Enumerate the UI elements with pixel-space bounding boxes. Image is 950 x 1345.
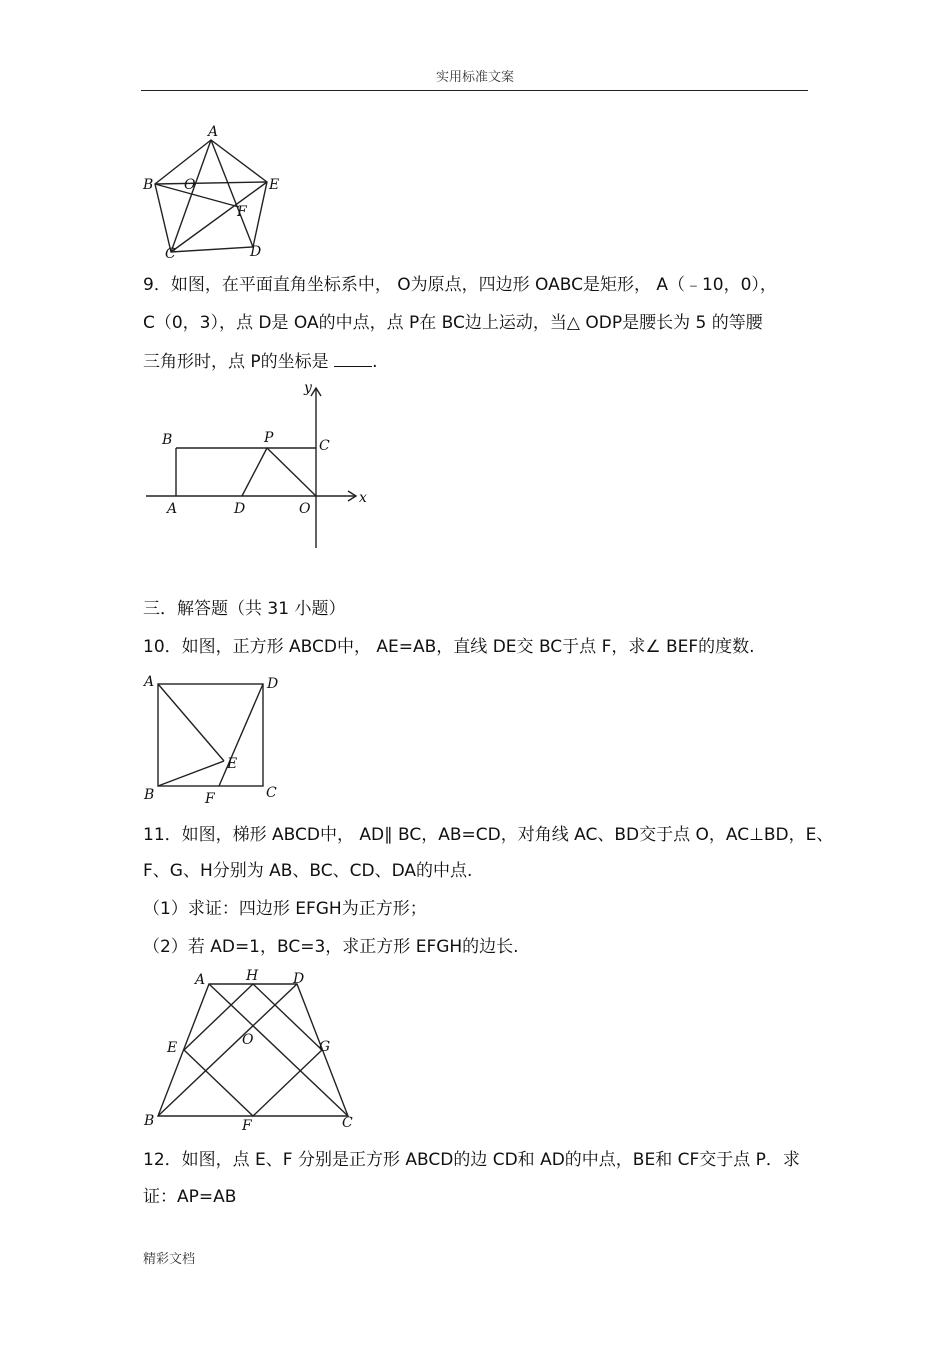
label-H: H bbox=[246, 968, 259, 984]
square-EFGH bbox=[184, 984, 322, 1116]
label-D: D bbox=[267, 676, 279, 692]
label-y: y bbox=[304, 380, 312, 396]
label-B: B bbox=[144, 787, 155, 803]
q9-line1: 9．如图，在平面直角坐标系中， O为原点，四边形 OABC是矩形， A（﹣10，0）， bbox=[143, 275, 777, 295]
label-D: D bbox=[234, 501, 246, 517]
label-A: A bbox=[195, 972, 206, 988]
label-F: F bbox=[205, 791, 215, 807]
label-A: A bbox=[208, 124, 219, 140]
label-C: C bbox=[266, 785, 277, 801]
label-F: F bbox=[237, 204, 247, 220]
q11-line4: （2）若 AD=1，BC=3，求正方形 EFGH的边长. bbox=[143, 937, 519, 957]
label-E: E bbox=[227, 756, 238, 772]
segment-BE bbox=[155, 182, 267, 184]
q11-line2: F、G、H分别为 AB、BC、CD、DA的中点. bbox=[143, 861, 473, 881]
page-footer: 精彩文档 bbox=[143, 1252, 196, 1267]
pentagon-outline bbox=[155, 140, 267, 252]
section3-title: 三．解答题（共 31 小题） bbox=[143, 599, 346, 619]
answer-blank bbox=[334, 350, 372, 367]
label-O: O bbox=[242, 1032, 254, 1048]
q9-line2: C（0，3），点 D是 OA的中点，点 P在 BC边上运动，当△ ODP是腰长为 5 的等腰 bbox=[143, 313, 763, 333]
segment-PO bbox=[267, 448, 316, 496]
pentagon-figure bbox=[138, 122, 288, 262]
square-ABCD bbox=[158, 684, 263, 786]
q9-line3-end: . bbox=[372, 352, 378, 372]
label-D: D bbox=[293, 971, 305, 987]
q12-line2: 证：AP=AB bbox=[143, 1187, 237, 1207]
label-E: E bbox=[269, 177, 280, 193]
q12-line1: 12．如图，点 E、F 分别是正方形 ABCD的边 CD和 AD的中点，BE和 CF交于点 P．求 bbox=[143, 1150, 800, 1170]
label-A: A bbox=[167, 501, 178, 517]
page-header: 实用标准文案 bbox=[435, 70, 514, 85]
diagonal-BD bbox=[158, 984, 297, 1116]
label-C: C bbox=[319, 438, 330, 454]
segment-DP bbox=[242, 448, 267, 496]
segment-BE bbox=[158, 761, 224, 786]
label-E: E bbox=[167, 1040, 178, 1056]
label-B: B bbox=[144, 1113, 155, 1129]
q11-line3: （1）求证：四边形 EFGH为正方形； bbox=[143, 899, 427, 919]
label-B: B bbox=[162, 432, 173, 448]
label-A: A bbox=[144, 674, 155, 690]
label-B: B bbox=[143, 177, 154, 193]
label-G: G bbox=[319, 1039, 331, 1055]
segment-AE bbox=[158, 684, 224, 761]
label-F: F bbox=[242, 1118, 252, 1134]
segment-AC bbox=[171, 140, 211, 252]
trapezoid-figure bbox=[138, 964, 368, 1134]
label-P: P bbox=[264, 430, 274, 446]
label-O: O bbox=[299, 501, 311, 517]
label-C: C bbox=[342, 1115, 353, 1131]
segment-DF bbox=[219, 684, 263, 786]
q11-line1: 11．如图，梯形 ABCD中， AD∥ BC，AB=CD，对角线 AC、BD交于点 O，AC⊥BD，E、 bbox=[143, 825, 834, 845]
label-C: C bbox=[165, 246, 176, 262]
label-O: O bbox=[184, 177, 196, 193]
label-x: x bbox=[359, 490, 367, 506]
q10-line1: 10．如图，正方形 ABCD中， AE=AB，直线 DE交 BC于点 F，求∠ BEF的度数. bbox=[143, 637, 755, 657]
coordinate-figure bbox=[138, 378, 378, 553]
header-divider bbox=[141, 90, 808, 91]
segment-BF bbox=[155, 184, 239, 207]
q9-line3-text: 三角形时，点 P的坐标是 bbox=[143, 352, 329, 372]
square-figure bbox=[138, 672, 288, 808]
label-D: D bbox=[250, 244, 262, 260]
q9-line3 bbox=[143, 350, 377, 373]
